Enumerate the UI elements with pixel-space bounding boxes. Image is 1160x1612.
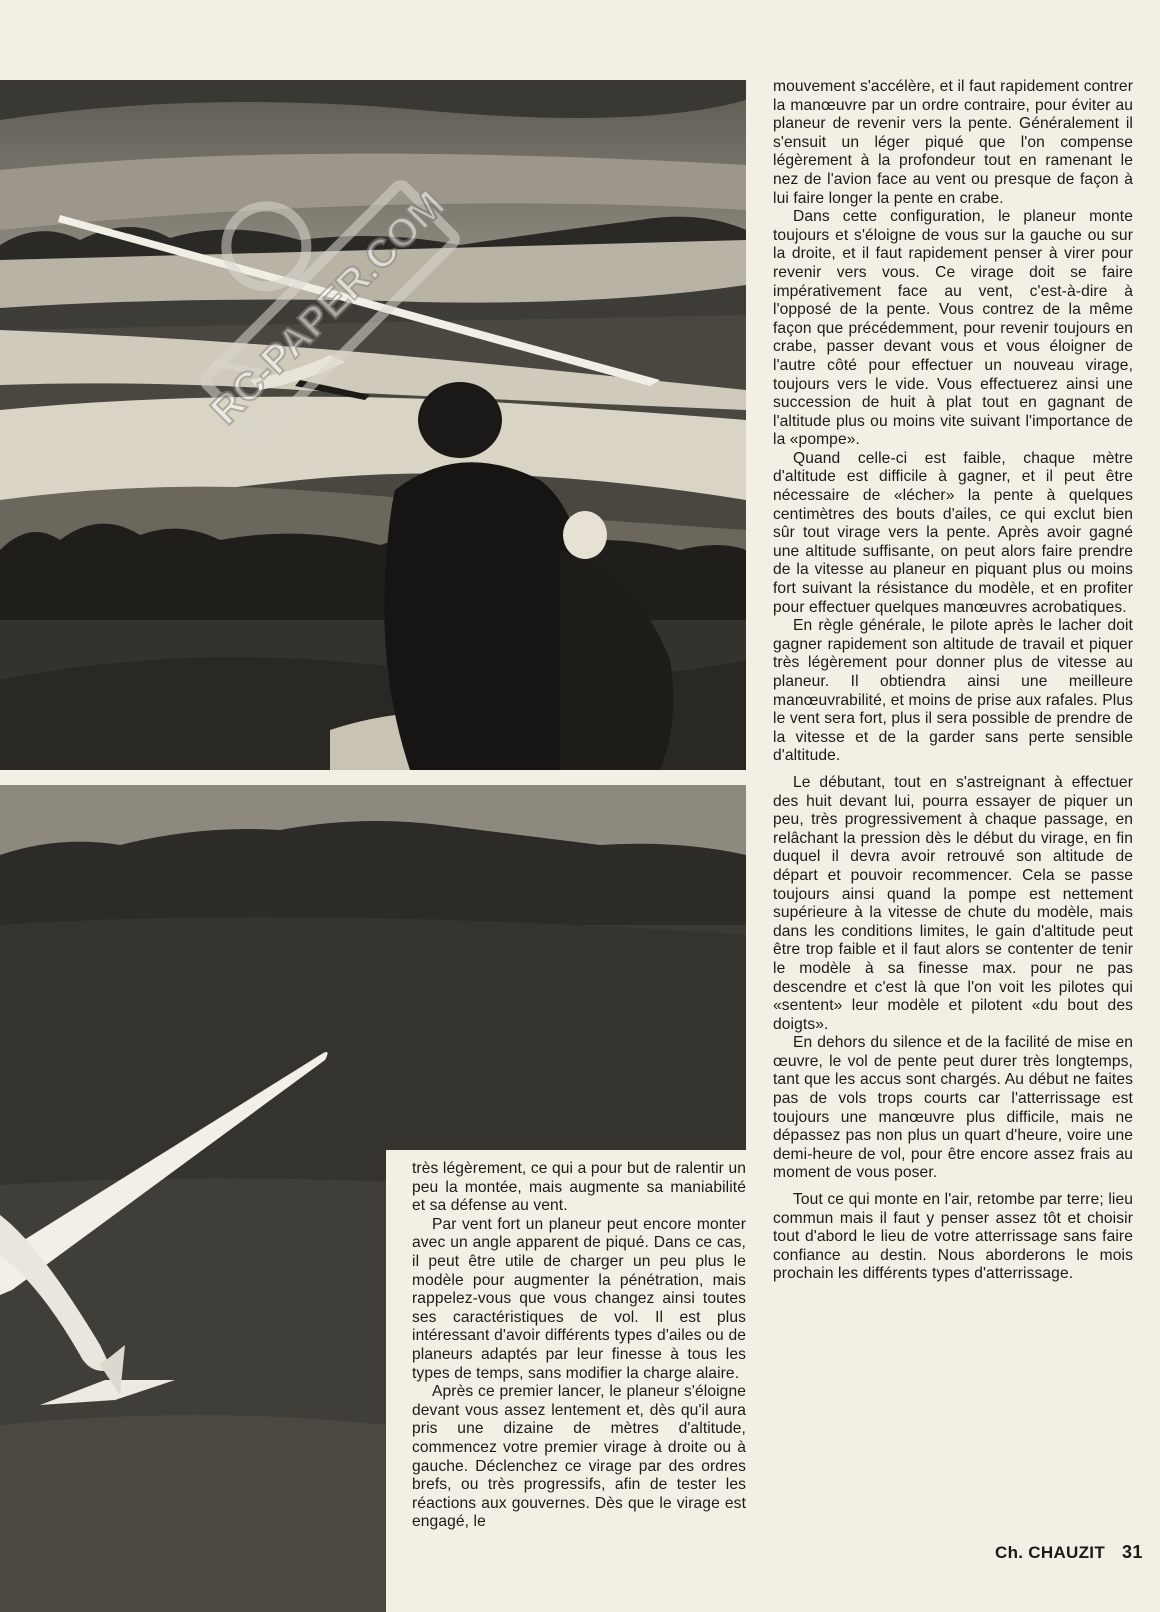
- paragraph: En règle générale, le pilote après le lacher doit gagner rapidement son altitude de travail et piquer très légèrement pour donner plus de vitesse au planeur. Il obtiendra ainsi une meilleure manœuvrabilité, et moins de prise aux rafales. Plus le vent sera fort, plus il sera possible de prendre de la vitesse et de la garder sans perte sensible d'altitude.: [773, 617, 1133, 765]
- paragraph: très légèrement, ce qui a pour but de ralentir un peu la montée, mais augmente sa maniabilité et sa défense au vent.: [412, 1160, 746, 1215]
- article-column-right: [773, 78, 1133, 1284]
- paragraph: Après ce premier lancer, le planeur s'éloigne devant vous assez lentement et, dès qu'il aura pris une dizaine de mètres d'altitude, commencez votre premier virage à droite ou à gauche. Déclenchez ce virage par des ordres brefs, ou très progressifs, afin de tester les réactions aux gouvernes. Dès que le virage est engagé, le: [412, 1383, 746, 1531]
- paragraph: mouvement s'accélère, et il faut rapidement contrer la manœuvre par un ordre contraire, pour éviter au planeur de revenir vers la pente. Généralement il s'ensuit un léger piqué que l'on compense légèrement à la profondeur tout en ramenant le nez de l'avion face au vent ou presque de façon à lui faire longer la pente en crabe.: [773, 78, 1133, 207]
- paragraph: En dehors du silence et de la facilité de mise en œuvre, le vol de pente peut durer très longtemps, tant que les accus sont chargés. Au début ne faites pas de vols trops courts car l'atterrissage est toujours une manœuvre plus difficile, mais ne dépassez pas non plus un quart d'heure, voire une demi-heure de vol, pour être encore assez frais au moment de vous poser.: [773, 1034, 1133, 1182]
- paragraph: Dans cette configuration, le planeur monte toujours et s'éloigne de vous sur la gauche ou sur la droite, et il faut rapidement penser à virer pour revenir vers vous. Ce virage doit se faire impérativement face au vent, c'est-à-dire à l'opposé de la pente. Vous contrez de la même façon que précédemment, pour revenir toujours en crabe, passer devant vous et vous éloigner de l'autre côté pour effectuer un nouveau virage, toujours vers le vide. Vous effectuerez ainsi une succession de huit à plat tout en gagnant de l'altitude plus ou moins vite suivant l'importance de la «pompe».: [773, 208, 1133, 449]
- page-footer: [995, 1542, 1143, 1563]
- rc-paper-watermark-stamp: [150, 130, 510, 490]
- article-column-left: [412, 1160, 746, 1532]
- paragraph: Tout ce qui monte en l'air, retombe par terre; lieu commun mais il faut y penser assez tôt et choisir tout d'abord le lieu de votre atterrissage sans faire confiance au destin. Nous aborderons le mois prochain les différents types d'atterrissage.: [773, 1191, 1133, 1283]
- watermark-text: RC-PAPER.COM: [202, 182, 454, 434]
- paragraph: Par vent fort un planeur peut encore monter avec un angle apparent de piqué. Dans ce cas, il peut être utile de charger un peu plus le modèle pour augmenter la pénétration, mais rappelez-vous que vous changez ainsi toutes ses caractéristiques de vol. Il est plus intéressant d'avoir différents types d'ailes ou de planeurs adaptés par leur finesse à tous les types de temps, sans modifier la charge alaire.: [412, 1215, 746, 1382]
- page-number: 31: [1122, 1542, 1143, 1562]
- paragraph: Quand celle-ci est faible, chaque mètre d'altitude est difficile à gagner, et il peut être nécessaire de «lécher» la pente à quelques centimètres des bouts d'ailes, ce qui exclut bien sûr tout virage vers la pente. Après avoir gagné une altitude suffisante, on peut alors faire prendre de la vitesse au planeur en piquant plus ou moins fort suivant la résistance du modèle, et en profiter pour effectuer quelques manœuvres acrobatiques.: [773, 449, 1133, 616]
- paragraph: Le débutant, tout en s'astreignant à effectuer des huit devant lui, pourra essayer de piquer un peu, très progressivement à chaque passage, en relâchant la pression dès le début du virage, en fin duquel il devra avoir retrouvé son altitude de départ et pouvoir recommencer. Cela se passe toujours ainsi quand la pompe est nettement supérieure à la vitesse de chute du modèle, mais dans les conditions limites, le gain d'altitude peut être trop faible et il faut alors se contenter de tenir le modèle à sa finesse max. pour ne pas descendre et c'est là que l'on voit les pilotes qui «sentent» leur modèle et pilotent «du bout des doigts».: [773, 773, 1133, 1033]
- author-byline: Ch. CHAUZIT: [995, 1543, 1106, 1562]
